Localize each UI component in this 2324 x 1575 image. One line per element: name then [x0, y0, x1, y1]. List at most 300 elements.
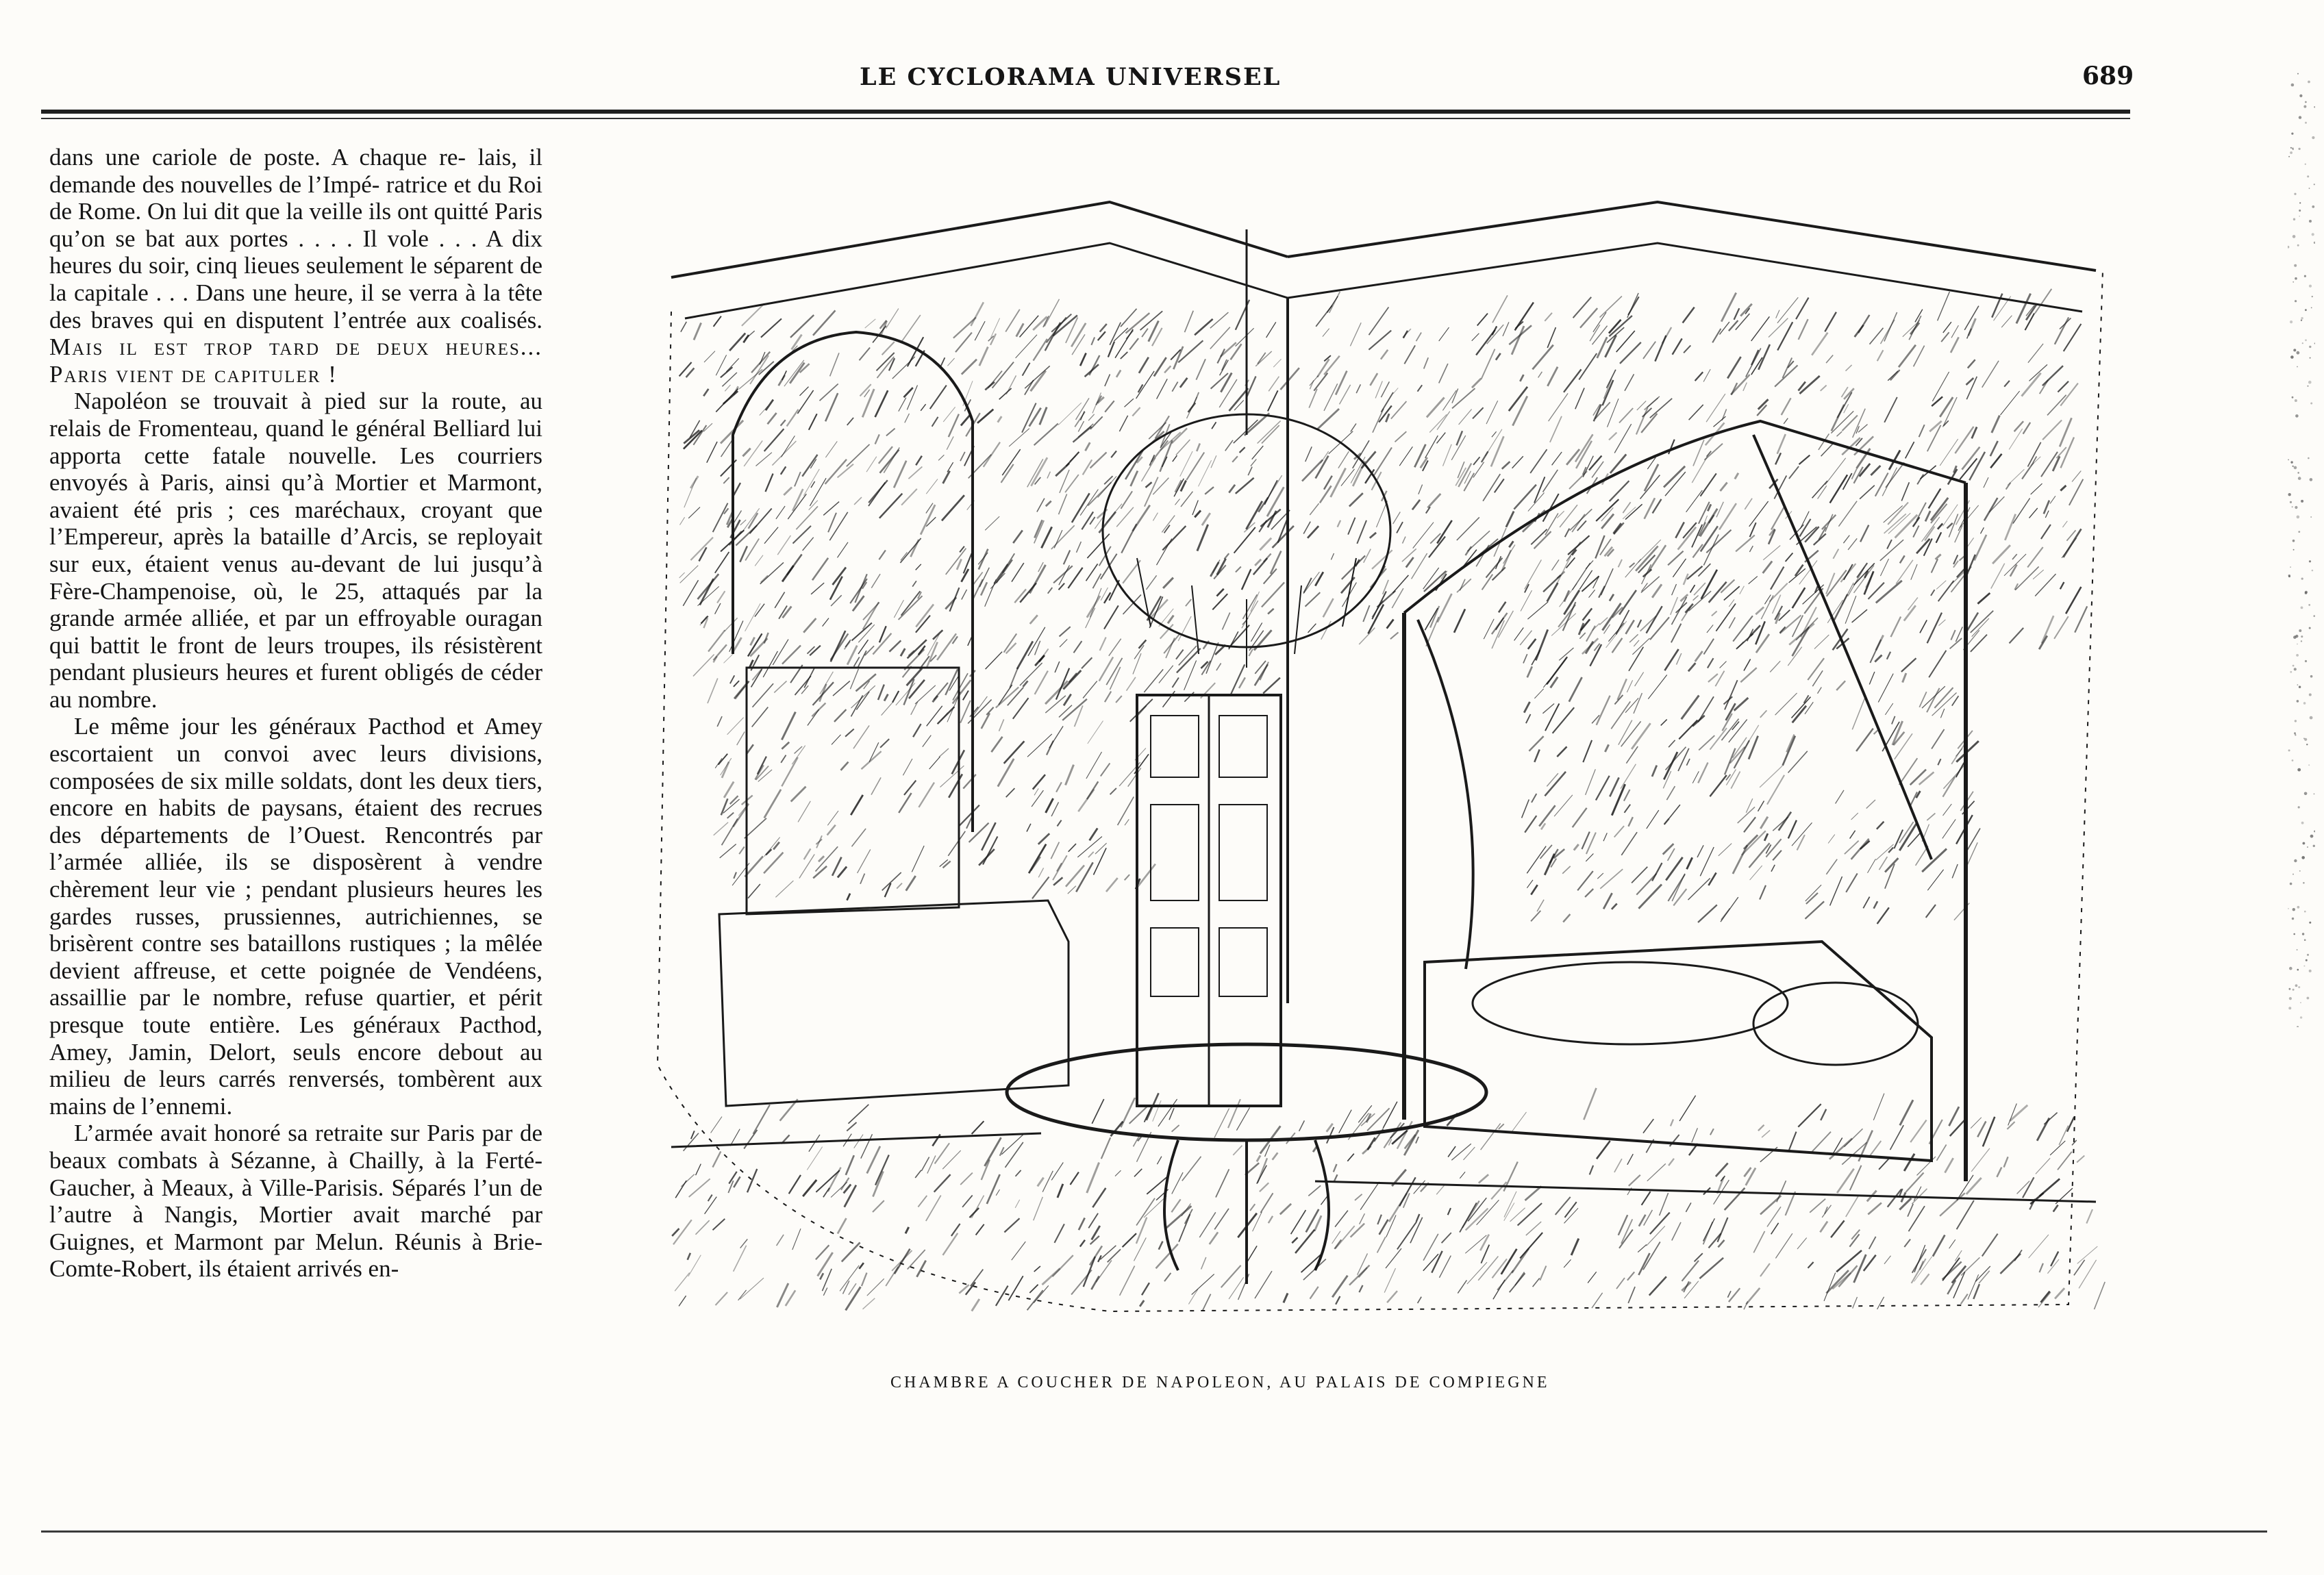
speckle-dot	[2308, 386, 2309, 387]
speckle-dot	[2296, 654, 2299, 657]
hatch-stroke	[1709, 582, 1727, 603]
hatch-stroke	[1403, 331, 1408, 338]
hatch-stroke	[901, 591, 921, 616]
hatch-stroke	[1677, 653, 1682, 665]
hatch-stroke	[990, 333, 996, 345]
hatch-stroke	[2050, 496, 2056, 503]
bed-curtain-left	[1418, 620, 1473, 969]
hatch-stroke	[1629, 647, 1643, 671]
hatch-stroke	[1153, 478, 1169, 494]
door-panel	[1151, 928, 1199, 996]
hatch-stroke	[933, 630, 942, 640]
hatch-stroke	[832, 857, 841, 876]
hatch-stroke	[1763, 546, 1780, 560]
hatch-stroke	[1992, 545, 2010, 564]
hatch-stroke	[979, 849, 995, 866]
hatch-stroke	[994, 564, 1008, 584]
hatch-stroke	[1437, 433, 1446, 444]
hatch-stroke	[1603, 833, 1607, 841]
hatch-stroke	[1941, 332, 1949, 342]
hatch-stroke	[1292, 1237, 1297, 1243]
hatch-stroke	[1936, 581, 1946, 590]
hatch-stroke	[1381, 381, 1389, 397]
hatch-stroke	[783, 607, 792, 618]
hatch-stroke	[686, 368, 695, 378]
hatch-stroke	[1239, 677, 1245, 688]
hatch-stroke	[869, 480, 888, 503]
hatch-stroke	[2042, 366, 2063, 386]
hatch-stroke	[985, 1137, 1001, 1166]
bed-pillow	[1753, 983, 1918, 1065]
hatch-stroke	[1101, 764, 1110, 777]
hatch-stroke	[1110, 788, 1116, 794]
hatch-stroke	[1047, 472, 1051, 479]
hatch-stroke	[917, 1261, 926, 1277]
hatch-stroke	[966, 1283, 975, 1295]
speckle-dot	[2303, 105, 2306, 108]
hatch-stroke	[1416, 1137, 1419, 1144]
speckle-dot	[2309, 220, 2312, 223]
hatch-stroke	[939, 748, 949, 757]
speckle-dot	[2294, 466, 2297, 470]
hatch-stroke	[1031, 457, 1047, 486]
hatch-stroke	[2062, 521, 2067, 527]
speckle-dot	[2297, 1026, 2299, 1027]
hatch-stroke	[713, 1151, 721, 1167]
hatch-stroke	[1634, 693, 1642, 714]
hatch-stroke	[960, 701, 971, 723]
hatch-stroke	[1545, 514, 1558, 536]
hatch-stroke	[1614, 523, 1621, 533]
hatch-stroke	[1684, 1281, 1699, 1298]
hatch-stroke	[727, 813, 734, 818]
hatch-stroke	[675, 1273, 690, 1292]
hatch-stroke	[979, 549, 988, 570]
hatch-stroke	[1008, 1276, 1023, 1300]
hatch-stroke	[1746, 1168, 1756, 1186]
hatch-stroke	[1967, 329, 1972, 339]
hatch-stroke	[1610, 481, 1629, 501]
hatch-stroke	[1891, 617, 1901, 638]
hatch-stroke	[1876, 581, 1902, 603]
hatch-stroke	[947, 358, 954, 366]
hatch-stroke	[1157, 1157, 1162, 1165]
hatch-stroke	[1386, 1248, 1401, 1268]
hatch-stroke	[812, 558, 828, 580]
hatch-stroke	[1090, 1246, 1102, 1265]
hatch-stroke	[803, 538, 814, 551]
hatch-stroke	[1379, 1220, 1388, 1235]
hatch-stroke	[1034, 1266, 1040, 1272]
hatch-stroke	[1202, 513, 1210, 525]
hatch-stroke	[832, 735, 841, 745]
hatch-stroke	[1683, 307, 1695, 323]
hatch-stroke	[1610, 777, 1619, 796]
hatch-stroke	[740, 520, 746, 525]
speckle-dot	[2291, 84, 2295, 87]
speckle-dot	[2292, 147, 2294, 149]
hatch-stroke	[1690, 585, 1695, 592]
hatch-stroke	[1892, 716, 1895, 724]
hatch-stroke	[1136, 371, 1155, 399]
hatch-stroke	[1643, 1119, 1653, 1133]
speckle-dot	[2301, 635, 2303, 638]
hatch-stroke	[1172, 1172, 1183, 1194]
hatch-stroke	[703, 389, 708, 396]
hatch-stroke	[707, 442, 717, 463]
hatch-stroke	[1910, 1120, 1926, 1143]
text-column	[49, 144, 542, 1283]
hatch-stroke	[1825, 458, 1846, 485]
hatch-stroke	[766, 474, 773, 492]
hatch-stroke	[782, 370, 787, 380]
hatch-stroke	[882, 342, 895, 355]
hatch-stroke	[1940, 709, 1944, 718]
hatch-stroke	[1777, 297, 1798, 323]
hatch-stroke	[1416, 1214, 1420, 1222]
hatch-stroke	[1035, 671, 1048, 694]
hatch-stroke	[1540, 1266, 1546, 1281]
hatch-stroke	[1707, 625, 1713, 633]
hatch-stroke	[1068, 886, 1076, 894]
hatch-stroke	[798, 801, 810, 822]
hatch-stroke	[784, 488, 792, 496]
speckle-dot	[2295, 277, 2297, 280]
speckle-dot	[2307, 997, 2310, 1000]
hatch-stroke	[1336, 371, 1347, 395]
hatch-stroke	[1088, 1213, 1098, 1228]
speckle-dot	[2290, 151, 2292, 154]
hatch-stroke	[790, 363, 804, 383]
hatch-stroke	[1911, 564, 1917, 580]
hatch-stroke	[862, 389, 874, 417]
hatch-stroke	[725, 618, 738, 631]
hatch-stroke	[1848, 538, 1857, 550]
hatch-stroke	[1721, 293, 1736, 322]
hatch-stroke	[688, 1253, 690, 1260]
hatch-stroke	[1869, 672, 1875, 685]
hatch-stroke	[1703, 1222, 1713, 1244]
hatch-stroke	[1355, 1194, 1362, 1200]
hatch-stroke	[878, 685, 884, 701]
hatch-stroke	[1509, 541, 1513, 547]
hatch-stroke	[1359, 1285, 1362, 1292]
hatch-stroke	[1176, 650, 1184, 659]
hatch-stroke	[715, 603, 721, 614]
hatch-stroke	[2075, 606, 2087, 632]
speckle-dot	[2301, 822, 2304, 824]
hatch-stroke	[679, 572, 685, 578]
hatch-stroke	[1687, 566, 1702, 579]
hatch-stroke	[1939, 620, 1946, 626]
speckle-dot	[2309, 285, 2312, 288]
hatch-stroke	[862, 1273, 867, 1287]
hatch-stroke	[1777, 434, 1786, 454]
hatch-stroke	[1460, 1172, 1465, 1179]
hatch-stroke	[1448, 1146, 1455, 1157]
hatch-stroke	[1529, 736, 1543, 751]
hatch-stroke	[1413, 522, 1434, 549]
hatch-stroke	[1875, 473, 1888, 496]
hatch-stroke	[1629, 563, 1635, 568]
hatch-stroke	[1479, 1174, 1488, 1183]
hatch-stroke	[1064, 551, 1070, 565]
hatch-stroke	[1721, 719, 1738, 741]
hatch-stroke	[1077, 542, 1082, 553]
hatch-stroke	[1098, 331, 1105, 340]
hatch-stroke	[915, 1170, 921, 1178]
hatch-stroke	[1636, 407, 1648, 434]
hatch-stroke	[2042, 420, 2062, 440]
hatch-stroke	[753, 683, 774, 707]
hatch-stroke	[781, 466, 786, 474]
hatch-stroke	[1477, 314, 1488, 326]
hatch-stroke	[1992, 416, 2000, 433]
hatch-stroke	[1363, 605, 1369, 622]
hatch-stroke	[828, 513, 836, 533]
round-table-top	[1007, 1044, 1486, 1140]
hatch-stroke	[1013, 698, 1029, 718]
hatch-stroke	[1760, 885, 1766, 900]
hatch-stroke	[1502, 462, 1510, 469]
hatch-stroke	[1858, 425, 1868, 433]
speckle-dot	[2288, 908, 2289, 909]
hatch-stroke	[1510, 1208, 1525, 1222]
speckle-dot	[2292, 665, 2295, 667]
hatch-stroke	[1749, 843, 1770, 868]
hatch-stroke	[1973, 1284, 1979, 1299]
hatch-stroke	[1672, 1222, 1681, 1241]
speckle-dot	[2302, 933, 2304, 935]
hatch-stroke	[734, 681, 739, 687]
margin-speckle	[2288, 68, 2315, 1027]
hatch-stroke	[1438, 594, 1452, 622]
hatch-stroke	[1406, 557, 1414, 568]
hatch-stroke	[1309, 389, 1317, 408]
hatch-stroke	[1377, 1237, 1386, 1252]
hatch-stroke	[1700, 847, 1714, 876]
hatch-stroke	[1644, 1210, 1653, 1226]
hatch-stroke	[1459, 410, 1472, 425]
hatch-stroke	[753, 1105, 770, 1134]
hatch-stroke	[1492, 295, 1508, 323]
speckle-dot	[2301, 320, 2302, 321]
hatch-stroke	[1010, 668, 1018, 688]
hatch-stroke	[1223, 613, 1230, 630]
hatch-stroke	[1497, 1270, 1513, 1290]
hatch-stroke	[730, 1129, 740, 1146]
hatch-stroke	[1071, 1172, 1079, 1185]
hatch-stroke	[1531, 911, 1540, 921]
hatch-stroke	[916, 605, 934, 627]
hatch-stroke	[2044, 1113, 2057, 1124]
hatch-stroke	[1142, 1283, 1149, 1295]
speckle-dot	[2309, 694, 2312, 696]
hatch-stroke	[1913, 526, 1919, 538]
hatch-stroke	[1195, 511, 1201, 518]
hatch-stroke	[1966, 1178, 1982, 1194]
hatch-stroke	[1032, 877, 1049, 899]
hatch-stroke	[1121, 491, 1133, 509]
hatch-stroke	[1931, 590, 1935, 596]
hatch-stroke	[899, 398, 906, 412]
hatch-stroke	[1937, 1145, 1947, 1161]
speckle-dot	[2310, 716, 2313, 720]
hatch-stroke	[1264, 569, 1277, 584]
hatch-stroke	[1666, 786, 1675, 800]
hatch-stroke	[1625, 374, 1634, 390]
hatch-stroke	[738, 1290, 747, 1300]
hatch-stroke	[1961, 1294, 1968, 1305]
hatch-stroke	[1720, 322, 1729, 334]
hatch-stroke	[1586, 769, 1596, 795]
hatch-stroke	[1914, 346, 1925, 367]
speckle-dot	[2304, 792, 2308, 796]
speckle-dot	[2310, 675, 2313, 678]
hatch-stroke	[1368, 605, 1384, 634]
hatch-stroke	[852, 829, 866, 846]
hatch-stroke	[1147, 575, 1157, 590]
hatch-stroke	[1815, 586, 1818, 592]
speckle-dot	[2294, 264, 2297, 267]
hatch-stroke	[2031, 483, 2042, 494]
speckle-dot	[2288, 246, 2289, 249]
hatch-stroke	[913, 724, 921, 737]
hatch-stroke	[985, 516, 999, 530]
hatch-stroke	[2077, 1246, 2098, 1263]
hatch-stroke	[1771, 567, 1784, 590]
hatch-stroke	[1806, 901, 1825, 918]
hatch-stroke	[1601, 568, 1613, 595]
hatch-stroke	[1129, 338, 1138, 350]
hatch-stroke	[803, 469, 819, 496]
hatch-stroke	[1216, 1169, 1229, 1197]
hatch-stroke	[894, 461, 906, 488]
hatch-stroke	[1437, 412, 1450, 430]
hatch-stroke	[1308, 624, 1316, 633]
hatch-stroke	[1528, 639, 1536, 649]
speckle-dot	[2313, 615, 2315, 617]
hatch-stroke	[1140, 311, 1163, 330]
hatch-stroke	[1047, 317, 1066, 342]
hatch-stroke	[2054, 616, 2069, 639]
speckle-dot	[2299, 216, 2300, 217]
hatch-stroke	[1145, 1107, 1151, 1122]
speckle-dot	[2304, 275, 2306, 277]
p1-line: lais, il demande des nouvelles de l’Impé-	[49, 144, 542, 198]
hatch-stroke	[1383, 1102, 1397, 1129]
hatch-stroke	[786, 1290, 795, 1306]
hatch-stroke	[781, 420, 786, 425]
hatch-stroke	[1377, 501, 1388, 528]
speckle-dot	[2301, 578, 2303, 580]
hatch-stroke	[1001, 1135, 1023, 1155]
hatch-stroke	[1838, 501, 1857, 527]
hatch-stroke	[1199, 1212, 1216, 1237]
hatch-stroke	[1810, 1199, 1825, 1213]
hatch-stroke	[1868, 1203, 1882, 1215]
hatch-stroke	[1250, 1204, 1255, 1211]
hatch-stroke	[1971, 635, 1987, 652]
hatch-stroke	[1550, 416, 1562, 442]
hatch-stroke	[1955, 525, 1962, 542]
hatch-stroke	[1673, 889, 1686, 905]
p1-line: l’entrée aux coalisés.	[333, 306, 542, 333]
hatch-stroke	[1565, 529, 1570, 538]
hatch-stroke	[1080, 1240, 1085, 1247]
hatch-stroke	[1299, 1120, 1305, 1131]
hatch-stroke	[1532, 794, 1536, 803]
hatch-stroke	[1370, 533, 1376, 538]
hatch-stroke	[1491, 436, 1504, 466]
hatch-stroke	[1643, 342, 1655, 359]
hatch-stroke	[1315, 572, 1323, 585]
hatch-stroke	[1184, 692, 1194, 702]
hatch-stroke	[1753, 1231, 1764, 1253]
hatch-stroke	[1034, 520, 1042, 538]
hatch-stroke	[1603, 380, 1614, 405]
speckle-dot	[2309, 188, 2310, 189]
hatch-stroke	[1800, 512, 1809, 529]
hatch-stroke	[1719, 503, 1736, 529]
hatch-stroke	[782, 757, 798, 786]
hatch-stroke	[1432, 1251, 1442, 1273]
speckle-dot	[2293, 218, 2295, 220]
hatch-stroke	[1927, 613, 1942, 644]
hatch-stroke	[1818, 486, 1827, 499]
hatch-stroke	[984, 442, 1000, 467]
hatch-stroke	[708, 1195, 712, 1202]
hatch-stroke	[1577, 871, 1593, 890]
hatch-stroke	[1698, 763, 1708, 783]
speckle-dot	[2289, 997, 2292, 1000]
hatch-stroke	[1660, 1193, 1669, 1215]
hatch-stroke	[2028, 442, 2041, 467]
hatch-stroke	[1532, 345, 1553, 370]
hatch-stroke	[1130, 699, 1153, 722]
hatch-stroke	[884, 694, 888, 701]
hatch-stroke	[1668, 848, 1675, 861]
hatch-stroke	[1269, 377, 1279, 392]
hatch-stroke	[847, 1122, 856, 1131]
hatch-stroke	[1961, 1257, 1979, 1275]
speckle-dot	[2292, 918, 2294, 920]
hatch-stroke	[1186, 599, 1191, 606]
hatch-stroke	[858, 640, 869, 654]
hatch-stroke	[1945, 1158, 1953, 1172]
hatch-stroke	[1134, 1237, 1147, 1261]
hatch-stroke	[1473, 457, 1479, 465]
speckle-dot	[2294, 733, 2296, 735]
hatch-stroke	[1121, 309, 1137, 327]
hatch-stroke	[1750, 866, 1762, 880]
hatch-stroke	[2058, 381, 2069, 392]
hatch-stroke	[688, 1255, 701, 1276]
speckle-dot	[2290, 320, 2292, 323]
speckle-dot	[2308, 604, 2310, 606]
hatch-stroke	[2014, 1250, 2022, 1261]
hatch-stroke	[1419, 485, 1423, 494]
hatch-stroke	[1308, 1185, 1321, 1196]
hatch-stroke	[1590, 644, 1601, 666]
hatch-stroke	[1025, 366, 1050, 388]
hatch-stroke	[938, 455, 944, 460]
speckle-dot	[2290, 883, 2292, 885]
hatch-stroke	[1664, 819, 1669, 824]
hatch-stroke	[713, 644, 727, 660]
hatch-stroke	[1472, 333, 1479, 341]
hatch-stroke	[1090, 416, 1103, 429]
